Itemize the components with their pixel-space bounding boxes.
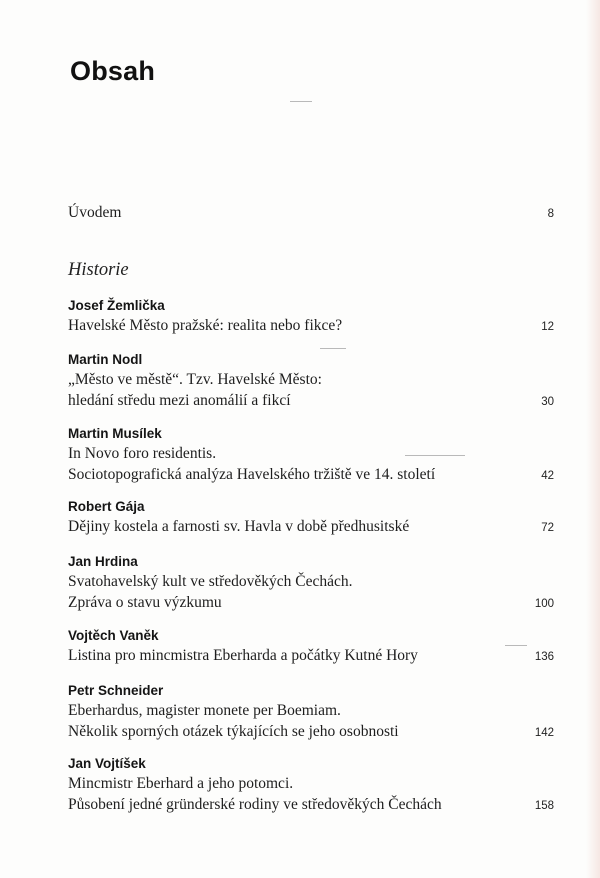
entry-title: Svatohavelský kult ve středověkých Čechách. <box>68 573 353 590</box>
toc-entry[interactable] <box>68 755 554 817</box>
entry-title: Několik sporných otázek týkajících se jeho osobnosti <box>68 723 399 740</box>
entry-title: Dějiny kostela a farnosti sv. Havla v době předhusitské <box>68 518 410 535</box>
toc-entry[interactable] <box>68 297 554 338</box>
page-title: Obsah <box>70 56 156 86</box>
entry-title-line <box>68 592 554 615</box>
entry-author: Jan Hrdina <box>68 554 138 569</box>
toc-entry[interactable] <box>68 553 554 615</box>
entry-author: Robert Gája <box>68 499 145 514</box>
scan-mark <box>290 101 312 102</box>
entry-title: Listina pro mincmistra Eberharda a počátky Kutné Hory <box>68 647 418 664</box>
entry-title-line <box>68 443 554 464</box>
entry-title-line <box>68 516 554 539</box>
page-edge-shadow <box>586 0 600 878</box>
entry-page-number: 72 <box>541 522 554 534</box>
toc-intro[interactable] <box>68 204 554 222</box>
entry-author: Vojtěch Vaněk <box>68 628 159 643</box>
entry-page-number: 12 <box>541 321 554 333</box>
entry-title: „Město ve městě“. Tzv. Havelské Město: <box>68 371 322 388</box>
entry-title: Mincmistr Eberhard a jeho potomci. <box>68 775 294 792</box>
scan-mark <box>320 348 346 349</box>
entry-title-line <box>68 645 554 668</box>
entry-title: In Novo foro residentis. <box>68 445 217 462</box>
toc-entry[interactable] <box>68 498 554 539</box>
entry-title-line <box>68 794 554 817</box>
entry-title-line <box>68 315 554 338</box>
entry-author: Josef Žemlička <box>68 298 165 313</box>
entry-title-line <box>68 390 554 413</box>
entry-title: Eberhardus, magister monete per Boemiam. <box>68 702 341 719</box>
entry-title-line <box>68 369 554 390</box>
entry-title: Sociotopografická analýza Havelského tržiště ve 14. století <box>68 466 436 483</box>
entry-author: Petr Schneider <box>68 683 164 698</box>
intro-title: Úvodem <box>68 204 122 221</box>
entry-title-line <box>68 700 554 721</box>
entry-author: Martin Nodl <box>68 352 143 367</box>
entry-title: Havelské Město pražské: realita nebo fikce? <box>68 317 343 334</box>
entry-title: hledání středu mezi anomálií a fikcí <box>68 392 291 409</box>
entry-title-line <box>68 464 554 487</box>
entry-title-line <box>68 773 554 794</box>
entry-page-number: 158 <box>534 800 554 812</box>
entry-title: Zpráva o stavu výzkumu <box>68 594 222 611</box>
entry-title-line <box>68 721 554 744</box>
entry-author: Martin Musílek <box>68 426 162 441</box>
entry-page-number: 30 <box>541 396 554 408</box>
entry-author: Jan Vojtíšek <box>68 756 146 771</box>
intro-page-number: 8 <box>547 208 554 220</box>
section-heading: Historie <box>68 260 129 280</box>
toc-entry[interactable] <box>68 351 554 413</box>
toc-entry[interactable] <box>68 682 554 744</box>
entry-page-number: 142 <box>534 727 554 739</box>
entry-title: Působení jedné gründerské rodiny ve středověkých Čechách <box>68 796 442 813</box>
entry-page-number: 136 <box>534 651 554 663</box>
entry-page-number: 100 <box>534 598 554 610</box>
entry-title-line <box>68 571 554 592</box>
toc-entry[interactable] <box>68 627 554 668</box>
entry-page-number: 42 <box>541 470 554 482</box>
toc-entry[interactable] <box>68 425 554 487</box>
